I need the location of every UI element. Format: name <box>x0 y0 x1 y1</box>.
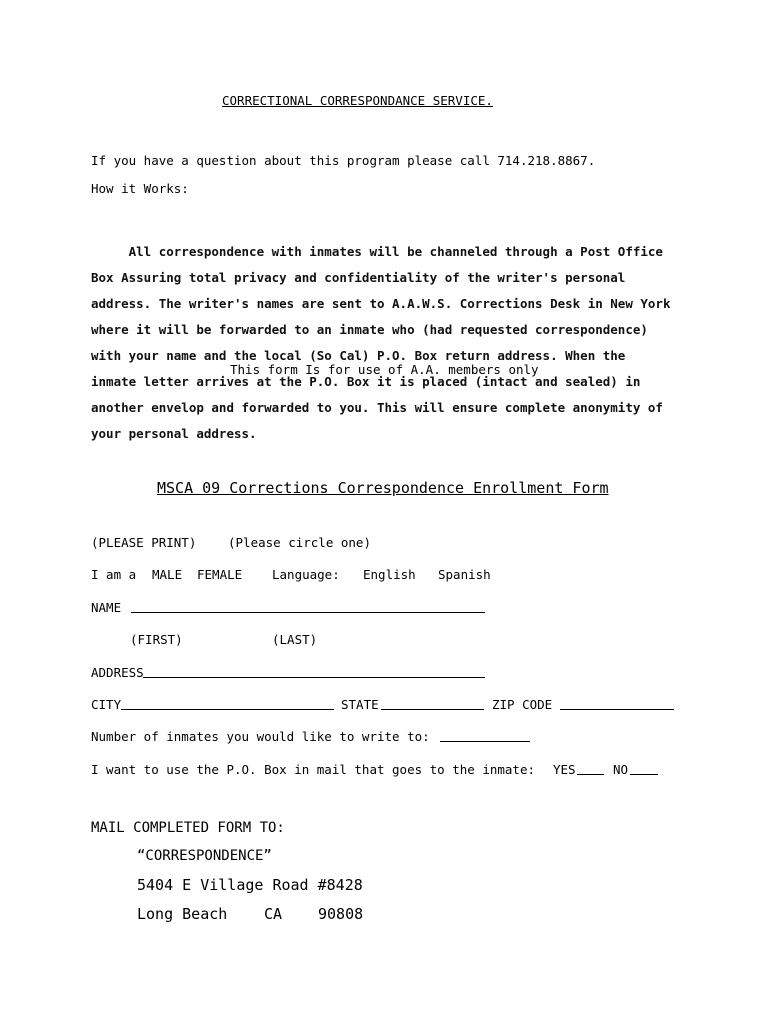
paragraph-line: address. The writer's names are sent to A.A.W.S. Corrections Desk in New York <box>91 296 671 311</box>
name-label: NAME <box>91 600 122 615</box>
mail-state: CA <box>264 905 283 923</box>
name-field[interactable] <box>131 611 485 613</box>
paragraph-line: another envelop and forwarded to you. This will ensure complete anonymity of <box>91 400 663 415</box>
please-print-note: (PLEASE PRINT) <box>91 535 197 550</box>
mail-street: 5404 E Village Road #8428 <box>137 876 363 894</box>
members-only-note: This form Is for use of A.A. members only <box>230 362 539 377</box>
no-field[interactable] <box>630 773 658 775</box>
yes-field[interactable] <box>577 773 604 775</box>
first-name-hint: (FIRST) <box>130 632 183 647</box>
state-label: STATE <box>341 697 379 712</box>
female-option[interactable]: FEMALE <box>197 567 243 582</box>
zip-label: ZIP CODE <box>492 697 553 712</box>
paragraph-line: where it will be forwarded to an inmate who (had requested correspondence) <box>91 322 648 337</box>
male-option[interactable]: MALE <box>152 567 183 582</box>
inmates-question: Number of inmates you would like to write to: <box>91 729 430 744</box>
no-label: NO <box>613 762 629 777</box>
english-option[interactable]: English <box>363 567 416 582</box>
paragraph-line: Box Assuring total privacy and confidentiality of the writer's personal <box>91 270 626 285</box>
paragraph-line: with your name and the local (So Cal) P.O. Box return address. When the <box>91 348 626 363</box>
po-box-question: I want to use the P.O. Box in mail that goes to the inmate: <box>91 762 536 777</box>
i-am-a-label: I am a <box>91 567 137 582</box>
mail-heading: MAIL COMPLETED FORM TO: <box>91 820 285 836</box>
question-line: If you have a question about this program please call 714.218.8867. <box>91 153 596 168</box>
paragraph-line: All correspondence with inmates will be channeled through a Post Office <box>91 244 663 259</box>
address-field[interactable] <box>143 676 485 678</box>
mail-city: Long Beach <box>137 905 228 923</box>
how-it-works-heading: How it Works: <box>91 181 189 196</box>
zip-field[interactable] <box>560 708 674 710</box>
description-paragraph <box>91 232 691 453</box>
last-name-hint: (LAST) <box>272 632 318 647</box>
address-label: ADDRESS <box>91 665 144 680</box>
mail-recipient: “CORRESPONDENCE” <box>137 848 272 864</box>
mail-zip: 90808 <box>318 905 364 923</box>
circle-one-note: (Please circle one) <box>228 535 371 550</box>
city-field[interactable] <box>121 708 334 710</box>
state-field[interactable] <box>381 708 484 710</box>
paragraph-line: your personal address. <box>91 426 257 441</box>
form-title: MSCA 09 Corrections Correspondence Enrollment Form <box>157 479 609 497</box>
paragraph-line: inmate letter arrives at the P.O. Box it is placed (intact and sealed) in <box>91 374 641 389</box>
page-title: CORRECTIONAL CORRESPONDANCE SERVICE. <box>222 93 493 108</box>
language-label: Language: <box>272 567 340 582</box>
spanish-option[interactable]: Spanish <box>438 567 491 582</box>
city-label: CITY <box>91 697 122 712</box>
yes-label: YES <box>553 762 576 777</box>
inmates-count-field[interactable] <box>440 740 530 742</box>
